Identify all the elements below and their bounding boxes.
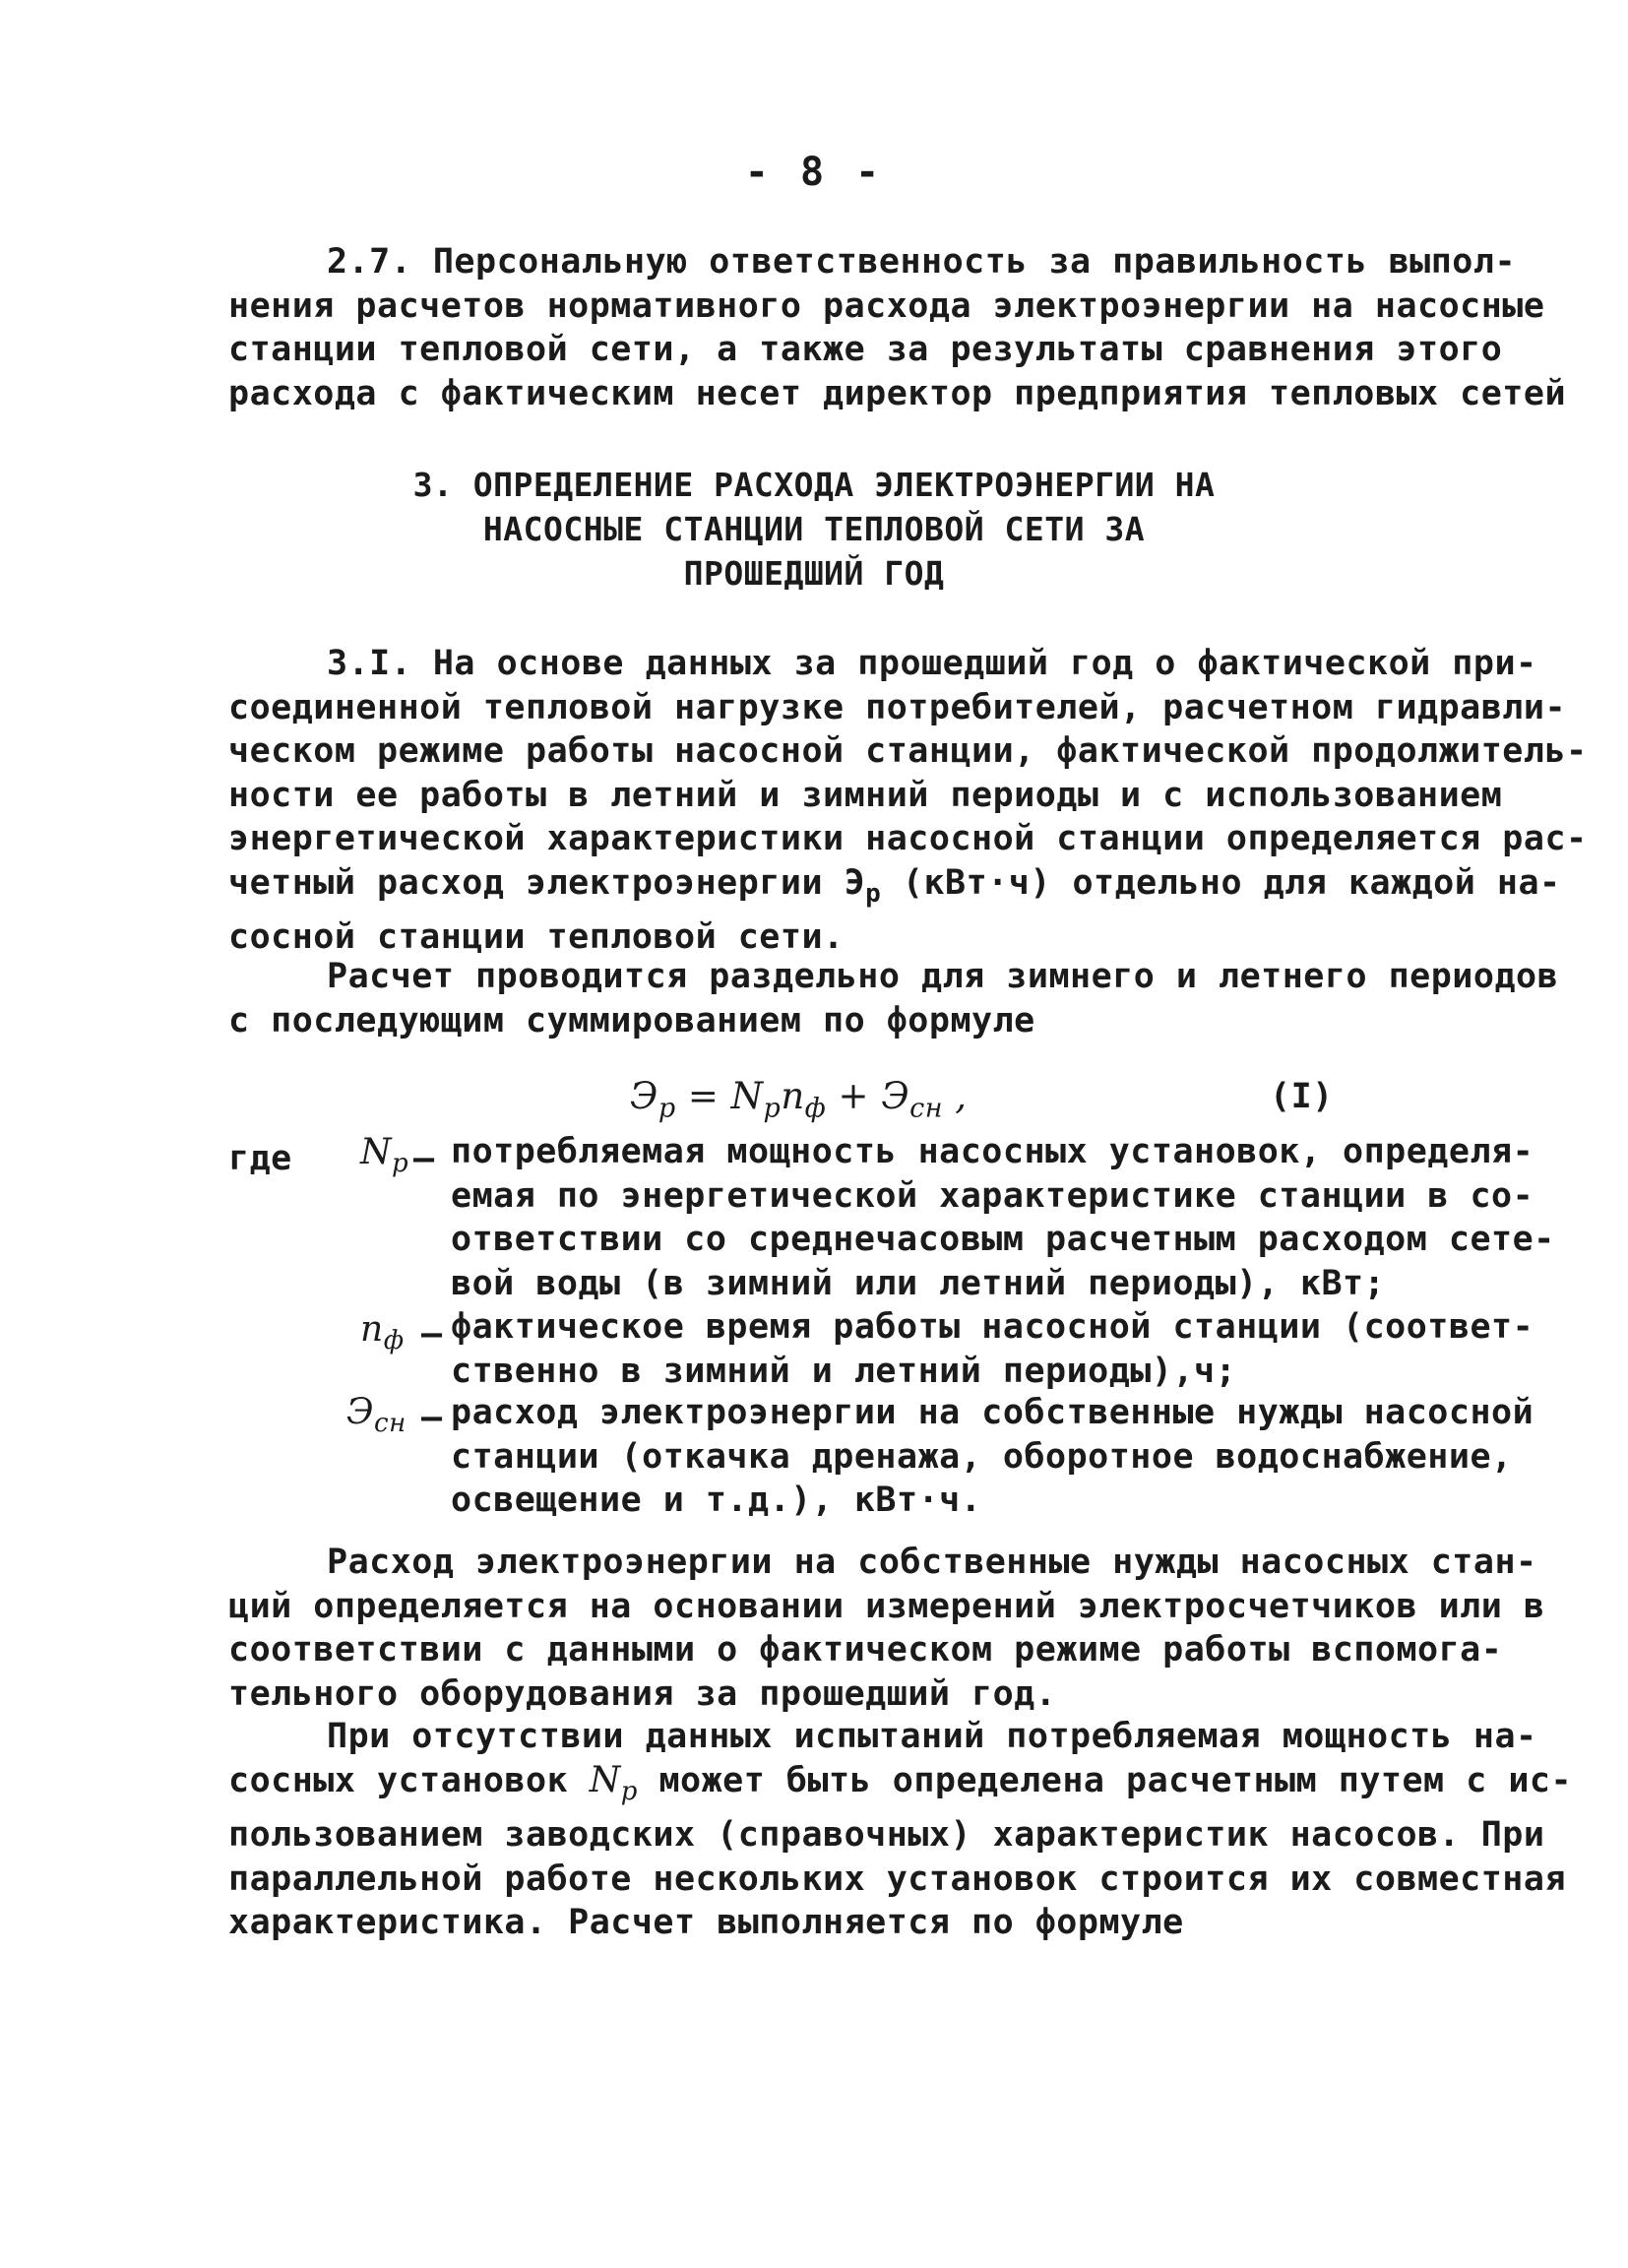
text-fragment: может быть определена расчетным путем с ис- xyxy=(637,1760,1573,1800)
symbol-letter: Э xyxy=(346,1392,375,1432)
text-line: с последующим суммированием по формуле xyxy=(228,1000,1035,1040)
subscript: р xyxy=(657,1093,676,1124)
paragraph-own-needs xyxy=(228,1541,1545,1716)
text-line: ответствии со среднечасовым расчетным расходом сете- xyxy=(451,1220,1555,1259)
text-line: ности ее работы в летний и зимний периоды и с использованием xyxy=(228,775,1503,815)
symbol-esn xyxy=(346,1392,407,1438)
subscript: ф xyxy=(804,1093,827,1124)
text-line: тельного оборудования за прошедший год. xyxy=(228,1673,1057,1714)
section-3-heading xyxy=(0,463,1628,596)
formula-lhs: Э xyxy=(630,1075,658,1117)
text-line: освещение и т.д.), кВт·ч. xyxy=(451,1480,982,1520)
formula-plus: + xyxy=(826,1075,882,1117)
text-line: вой воды (в зимний или летний периоды), кВт; xyxy=(451,1263,1386,1303)
text-line: соответствии с данными о фактическом режиме работы вспомога- xyxy=(228,1630,1503,1670)
text-line: ческом режиме работы насосной станции, фактической продолжитель- xyxy=(228,731,1588,771)
text-line xyxy=(228,861,1561,916)
formula-eq: = xyxy=(675,1075,731,1117)
where-label: где xyxy=(228,1139,292,1178)
subscript: р xyxy=(392,1149,409,1179)
text-line: ций определяется на основании измерений электросчетчиков или в xyxy=(228,1586,1545,1626)
text-line xyxy=(228,1759,1573,1814)
text-line: станции тепловой сети, а также за результаты сравнения этого xyxy=(228,330,1503,369)
heading-line: 3. ОПРЕДЕЛЕНИЕ РАСХОДА ЭЛЕКТРОЭНЕРГИИ НА xyxy=(412,466,1216,504)
text-line: станции (откачка дренажа, оборотное водоснабжение, xyxy=(451,1436,1513,1477)
variable-np xyxy=(589,1759,638,1806)
paragraph-tests xyxy=(228,1715,1573,1945)
subscript: р xyxy=(865,878,882,909)
formula-t: n xyxy=(781,1075,805,1117)
subscript: ф xyxy=(383,1326,405,1356)
text-line: ственно в зимний и летний периоды),ч; xyxy=(451,1351,1237,1391)
symbol-letter: n xyxy=(360,1309,384,1350)
formula-number: (I) xyxy=(1270,1077,1334,1116)
text-fragment: (кВт·ч) отдельно для каждой на- xyxy=(881,862,1561,903)
text-line: 3.I. На основе данных за прошедший год о фактической при- xyxy=(327,644,1537,683)
text-fragment: сосных установок xyxy=(228,1760,590,1800)
heading-line: НАСОСНЫЕ СТАНЦИИ ТЕПЛОВОЙ СЕТИ ЗА xyxy=(482,510,1146,548)
symbol-nf xyxy=(360,1309,405,1355)
formula-tail: , xyxy=(943,1075,968,1117)
text-line: потребляемая мощность насосных установок, определя- xyxy=(451,1132,1534,1171)
text-line: характеристика. Расчет выполняется по формуле xyxy=(228,1903,1184,1943)
text-line: Расход электроэнергии на собственные нужды насосных стан- xyxy=(327,1543,1537,1582)
subscript: сн xyxy=(374,1409,407,1439)
definition-esn xyxy=(451,1391,1534,1523)
formula-e: Э xyxy=(881,1075,910,1117)
text-line: пользованием заводских (справочных) характеристик насосов. При xyxy=(228,1815,1545,1856)
paragraph-3-1 xyxy=(228,642,1588,960)
subscript: сн xyxy=(909,1093,944,1124)
paragraph-2-7 xyxy=(228,240,1567,415)
text-line: емая по энергетической характеристике станции в со- xyxy=(451,1175,1534,1216)
text-line: При отсутствии данных испытаний потребляемая мощность на- xyxy=(327,1717,1537,1756)
text-line: расход электроэнергии на собственные нужды насосной xyxy=(451,1393,1534,1432)
symbol-letter: N xyxy=(360,1132,392,1172)
text-line: 2.7. Персональную ответственность за правильность выпол- xyxy=(327,242,1517,282)
definition-dash: – xyxy=(413,1139,435,1178)
text-fragment: четный расход электроэнергии Э xyxy=(228,862,866,903)
heading-line: ПРОШЕДШИЙ ГОД xyxy=(683,554,945,593)
page-number: - 8 - xyxy=(744,150,884,195)
text-line: расхода с фактическим несет директор предприятия тепловых сетей xyxy=(228,373,1567,413)
formula-n: N xyxy=(730,1075,764,1117)
definition-nf xyxy=(451,1305,1534,1393)
text-line: энергетической характеристики насосной станции определяется рас- xyxy=(228,819,1588,858)
definition-dash: – xyxy=(421,1314,443,1354)
definition-np xyxy=(451,1130,1555,1305)
subscript: р xyxy=(620,1776,638,1806)
symbol-np xyxy=(360,1132,408,1178)
text-line: нения расчетов нормативного расхода электроэнергии на насосные xyxy=(228,285,1545,326)
text-line: соединенной тепловой нагрузке потребителей, расчетном гидравли- xyxy=(228,687,1567,727)
text-line: Расчет проводится раздельно для зимнего и летнего периодов xyxy=(327,957,1559,996)
text-line: сосной станции тепловой сети. xyxy=(228,917,845,957)
text-line: фактическое время работы насосной станции (соответ- xyxy=(451,1307,1534,1347)
paragraph-calculation xyxy=(228,955,1559,1042)
text-line: параллельной работе нескольких установок строится их совместная xyxy=(228,1858,1567,1899)
symbol-letter: N xyxy=(589,1759,621,1800)
subscript: р xyxy=(763,1093,782,1124)
formula-1 xyxy=(630,1075,968,1123)
definition-dash: – xyxy=(421,1398,443,1437)
